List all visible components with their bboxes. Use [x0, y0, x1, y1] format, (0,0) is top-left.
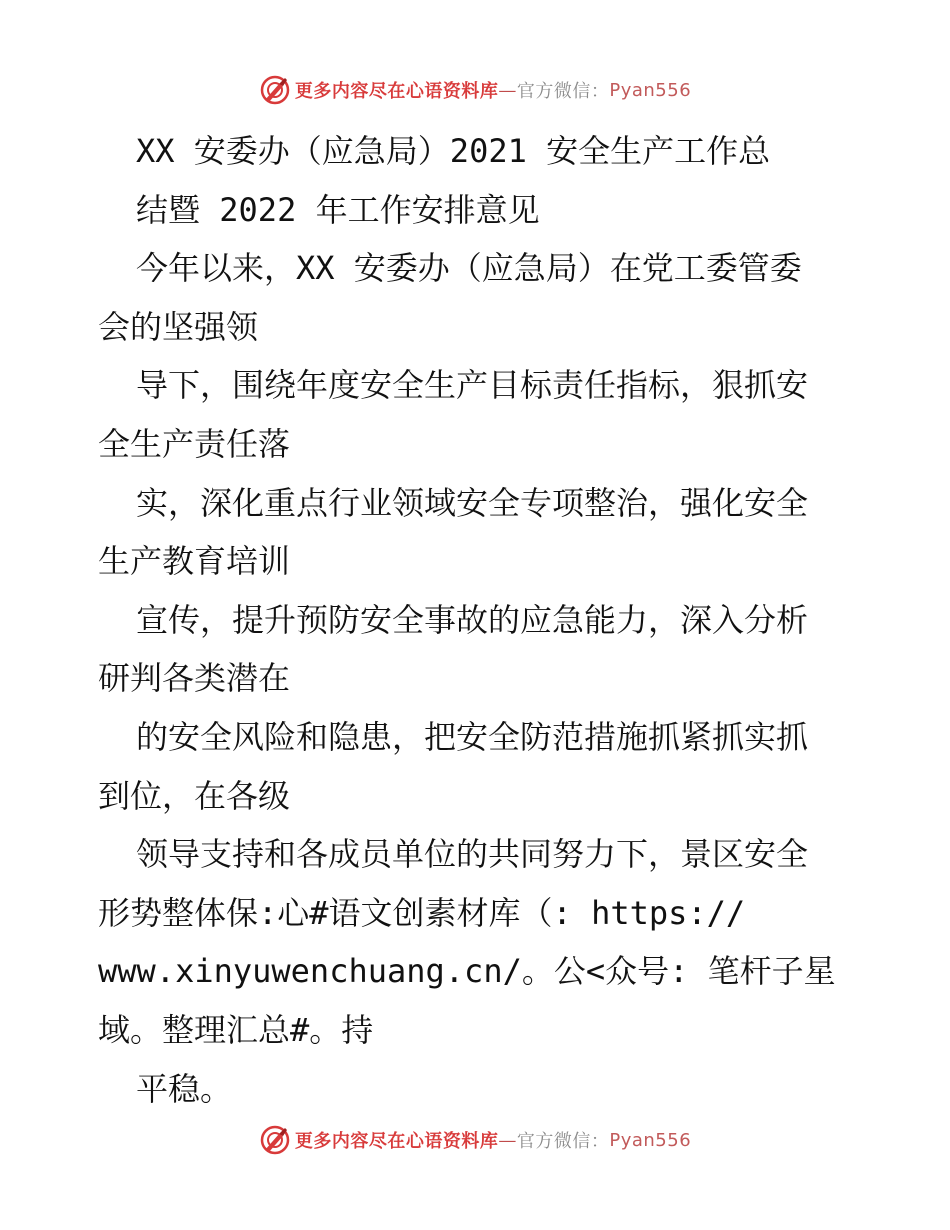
- paragraph-line: 形势整体保:心#语文创素材库（: https://: [98, 893, 746, 932]
- title-line-2: 结暨 2022 年工作安排意见: [136, 190, 540, 229]
- banner-wechat-id: Pyan556: [609, 79, 692, 101]
- paragraph-line: 导下，围绕年度安全生产目标责任指标，狠抓安: [136, 366, 809, 405]
- banner-site-text: 更多内容尽在心语资料库: [294, 81, 499, 102]
- brand-logo-icon: [259, 1124, 291, 1156]
- banner-dash: —: [498, 79, 517, 101]
- paragraph-line: 到位，在各级: [98, 776, 291, 815]
- paragraph-line: 今年以来，XX 安委办（应急局）在党工委管委: [136, 249, 802, 288]
- banner-wechat-label: 官方微信：: [516, 1131, 610, 1152]
- paragraph-line: 研判各类潜在: [98, 659, 291, 698]
- header-watermark-banner: [0, 70, 950, 110]
- paragraph-line: 域。整理汇总#。持: [98, 1010, 374, 1049]
- paragraph-line: 会的坚强领: [98, 307, 259, 346]
- paragraph-line: 的安全风险和隐患，把安全防范措施抓紧抓实抓: [136, 717, 809, 756]
- paragraph-line: www.xinyuwenchuang.cn/。公<众号: 笔杆子星: [98, 952, 836, 991]
- brand-logo-icon: [259, 74, 291, 106]
- document-body: [98, 122, 858, 1118]
- banner-wechat-id: Pyan556: [609, 1129, 692, 1151]
- banner-wechat-label: 官方微信：: [516, 81, 610, 102]
- banner-site-text: 更多内容尽在心语资料库: [294, 1131, 499, 1152]
- paragraph-line: 生产教育培训: [98, 542, 291, 581]
- title-line-1: XX 安委办（应急局）2021 安全生产工作总: [136, 132, 771, 170]
- paragraph-line: 平稳。: [136, 1069, 233, 1108]
- paragraph-line: 实，深化重点行业领域安全专项整治，强化安全: [136, 483, 809, 522]
- banner-dash: —: [498, 1129, 517, 1151]
- footer-watermark-banner: [0, 1120, 950, 1160]
- paragraph-line: 领导支持和各成员单位的共同努力下，景区安全: [136, 835, 809, 874]
- paragraph-line: 全生产责任落: [98, 424, 291, 463]
- paragraph-line: 宣传，提升预防安全事故的应急能力，深入分析: [136, 600, 809, 639]
